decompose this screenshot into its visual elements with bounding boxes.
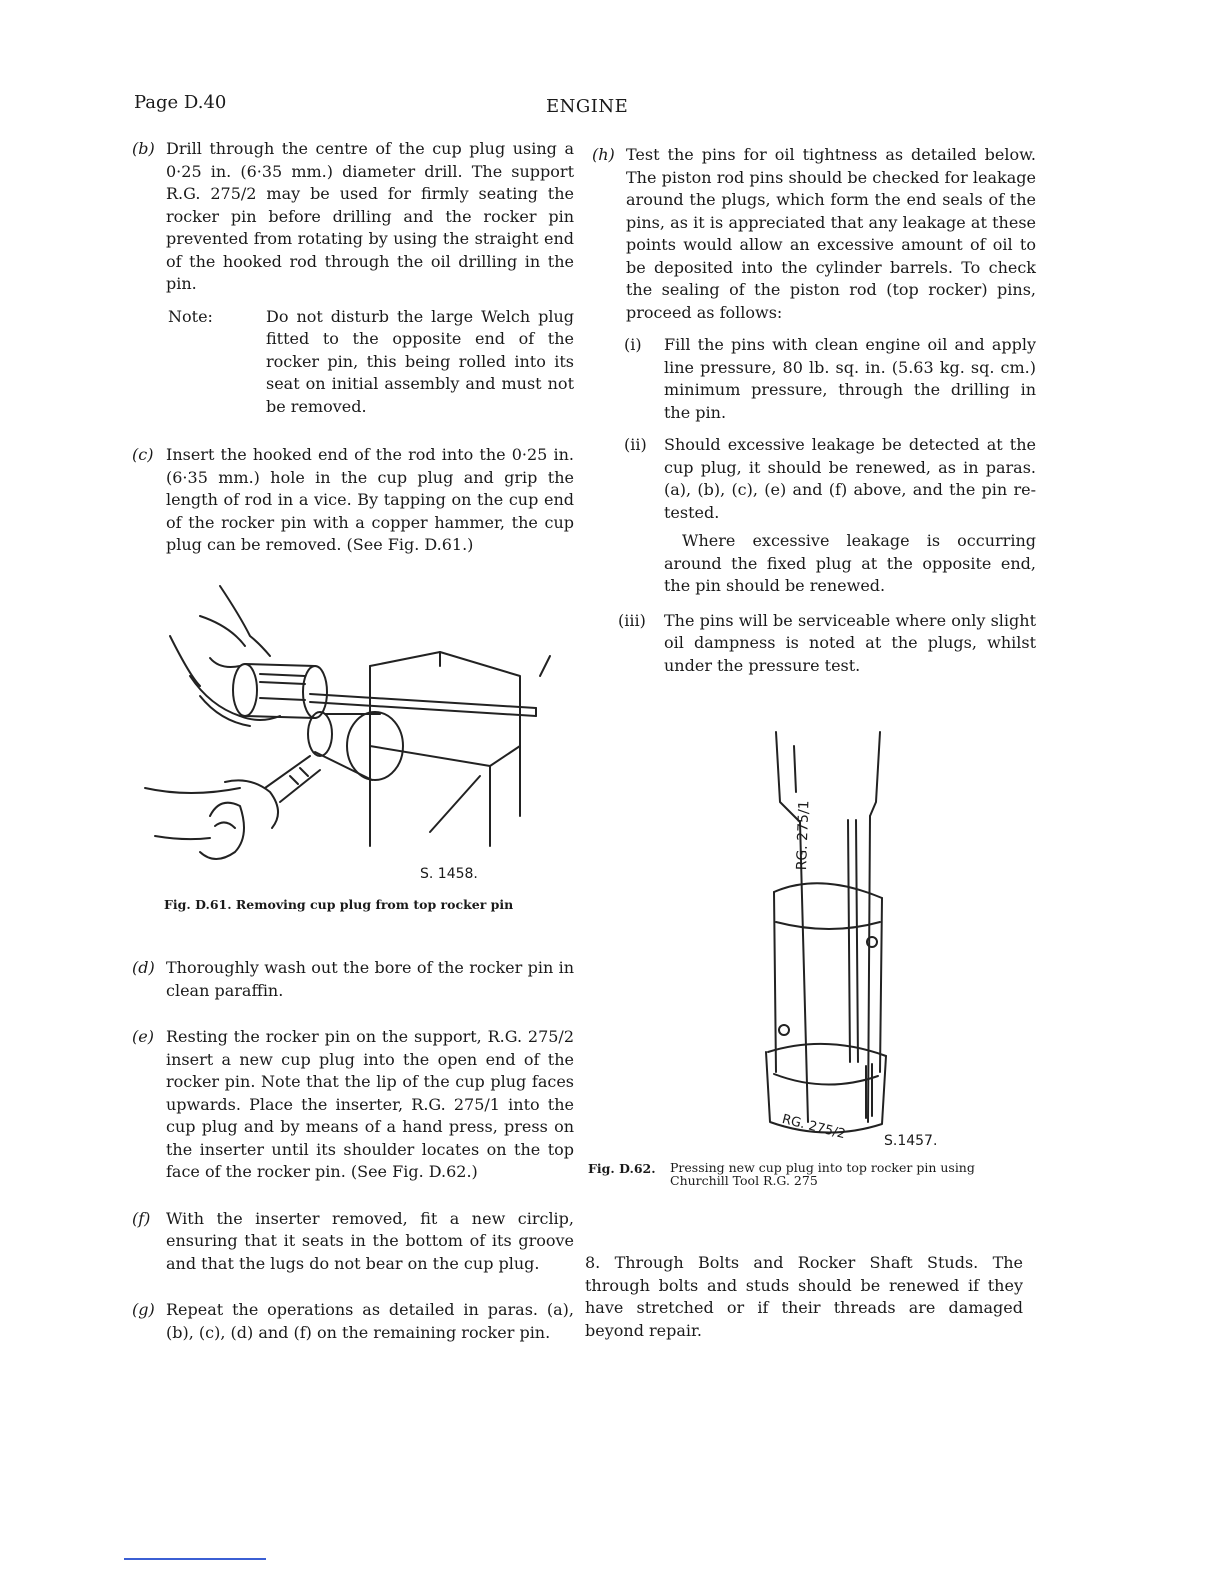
step-d	[132, 957, 574, 1002]
step-c-label: (c)	[132, 445, 154, 464]
substep-iii-label: (iii)	[618, 610, 646, 630]
tool-label-rg2751: RG. 275/1	[794, 800, 813, 871]
figure-d62-reference: S.1457.	[884, 1133, 938, 1149]
step-f-text: With the inserter removed, fit a new circlip, ensuring that it seats in the bottom of its groove and that the lugs do not bear on the cup plug.	[166, 1208, 574, 1273]
figure-d61-caption: Fig. D.61. Removing cup plug from top rocker pin	[164, 897, 514, 912]
section-8-heading: 8. Through Bolts and Rocker Shaft Studs.	[585, 1253, 979, 1272]
step-f-label: (f)	[132, 1208, 151, 1228]
bottom-rule	[124, 1558, 266, 1560]
step-d-text: Thoroughly wash out the bore of the rocker pin in clean paraffin.	[166, 958, 574, 1000]
figure-d62-caption-label: Fig. D.62.	[588, 1161, 656, 1176]
section-8	[585, 1252, 1023, 1342]
figure-d62-caption: Pressing new cup plug into top rocker pin using Churchill Tool R.G. 275	[670, 1160, 975, 1188]
left-column	[132, 138, 574, 581]
note-text: Do not disturb the large Welch plug fitted to the opposite end of the rocker pin, this being rolled into its seat on initial assembly and must not be removed.	[266, 306, 574, 416]
substep-ii	[592, 434, 1036, 524]
right-column	[592, 144, 1036, 687]
page-number: Page D.40	[134, 92, 227, 113]
substep-i	[592, 334, 1036, 424]
step-g	[132, 1299, 574, 1344]
substep-ii-text: Should excessive leakage be detected at the cup plug, it should be renewed, as in paras. (a), (b), (c), (e) and (f) above, and the pin re-tested.	[664, 435, 1036, 522]
step-b-text: Drill through the centre of the cup plug using a 0·25 in. (6·35 mm.) diameter drill. The support R.G. 275/2 may be used for firmly seating the rocker pin before drilling and the rocker pin prevented from rotating by using the straight end of the hooked rod through the oil drilling in the pin.	[166, 139, 574, 293]
step-e	[132, 1026, 574, 1184]
substep-ii-extra: Where excessive leakage is occurring around the fixed plug at the opposite end, the pin should be renewed.	[664, 531, 1036, 595]
step-c	[132, 444, 574, 557]
step-b	[132, 138, 574, 296]
step-h-text: Test the pins for oil tightness as detailed below. The piston rod pins should be checked for leakage around the plugs, which form the end seals of the pins, as it is appreciated that any leakage at these points would allow an excessive amount of oil to be deposited into the cylinder barrels. To check the sealing of the piston rod (top rocker) pins, proceed as follows:	[626, 145, 1036, 322]
figure-d61-reference: S. 1458.	[420, 866, 478, 882]
substep-iii	[592, 610, 1036, 678]
substep-i-text: Fill the pins with clean engine oil and apply line pressure, 80 lb. sq. in. (5.63 kg. sq. cm.) minimum pressure, through the drilling in the pin.	[664, 335, 1036, 422]
step-c-text: Insert the hooked end of the rod into the 0·25 in. (6·35 mm.) hole in the cup plug and grip the length of rod in a vice. By tapping on the cup end of the rocker pin with a copper hammer, the cup plug can be removed. (See Fig. D.61.)	[166, 445, 574, 554]
step-e-text: Resting the rocker pin on the support, R.G. 275/2 insert a new cup plug into the open end of the rocker pin. Note that the lip of the cup plug faces upwards. Place the inserter, R.G. 275/1 into the cup plug and by means of a hand press, press on the inserter until its shoulder locates on the top face of the rocker pin. (See Fig. D.62.)	[166, 1027, 574, 1181]
note-label: Note:	[168, 306, 213, 326]
note	[168, 306, 574, 419]
substep-iii-text: The pins will be serviceable where only slight oil dampness is noted at the plugs, whilst under the pressure test.	[664, 610, 1036, 675]
tool-label-rg2752: RG. 275/2	[780, 1112, 847, 1143]
step-e-label: (e)	[132, 1027, 154, 1046]
page-title: ENGINE	[546, 96, 629, 117]
figure-d61-illustration	[140, 566, 560, 866]
step-h	[592, 144, 1036, 324]
step-d-label: (d)	[132, 958, 155, 977]
figure-d62-illustration	[740, 722, 920, 1142]
step-g-label: (g)	[132, 1300, 155, 1319]
left-column-lower	[132, 957, 574, 1368]
substep-ii-label: (ii)	[624, 435, 647, 454]
step-h-label: (h)	[592, 145, 615, 164]
step-g-text: Repeat the operations as detailed in paras. (a), (b), (c), (d) and (f) on the remaining rocker pin.	[166, 1300, 574, 1342]
step-b-label: (b)	[132, 139, 155, 158]
section-8-text: The through bolts and studs should be renewed if they have stretched or if their threads are damaged beyond repair.	[585, 1253, 1024, 1340]
step-f	[132, 1208, 574, 1276]
substep-i-label: (i)	[624, 335, 642, 354]
